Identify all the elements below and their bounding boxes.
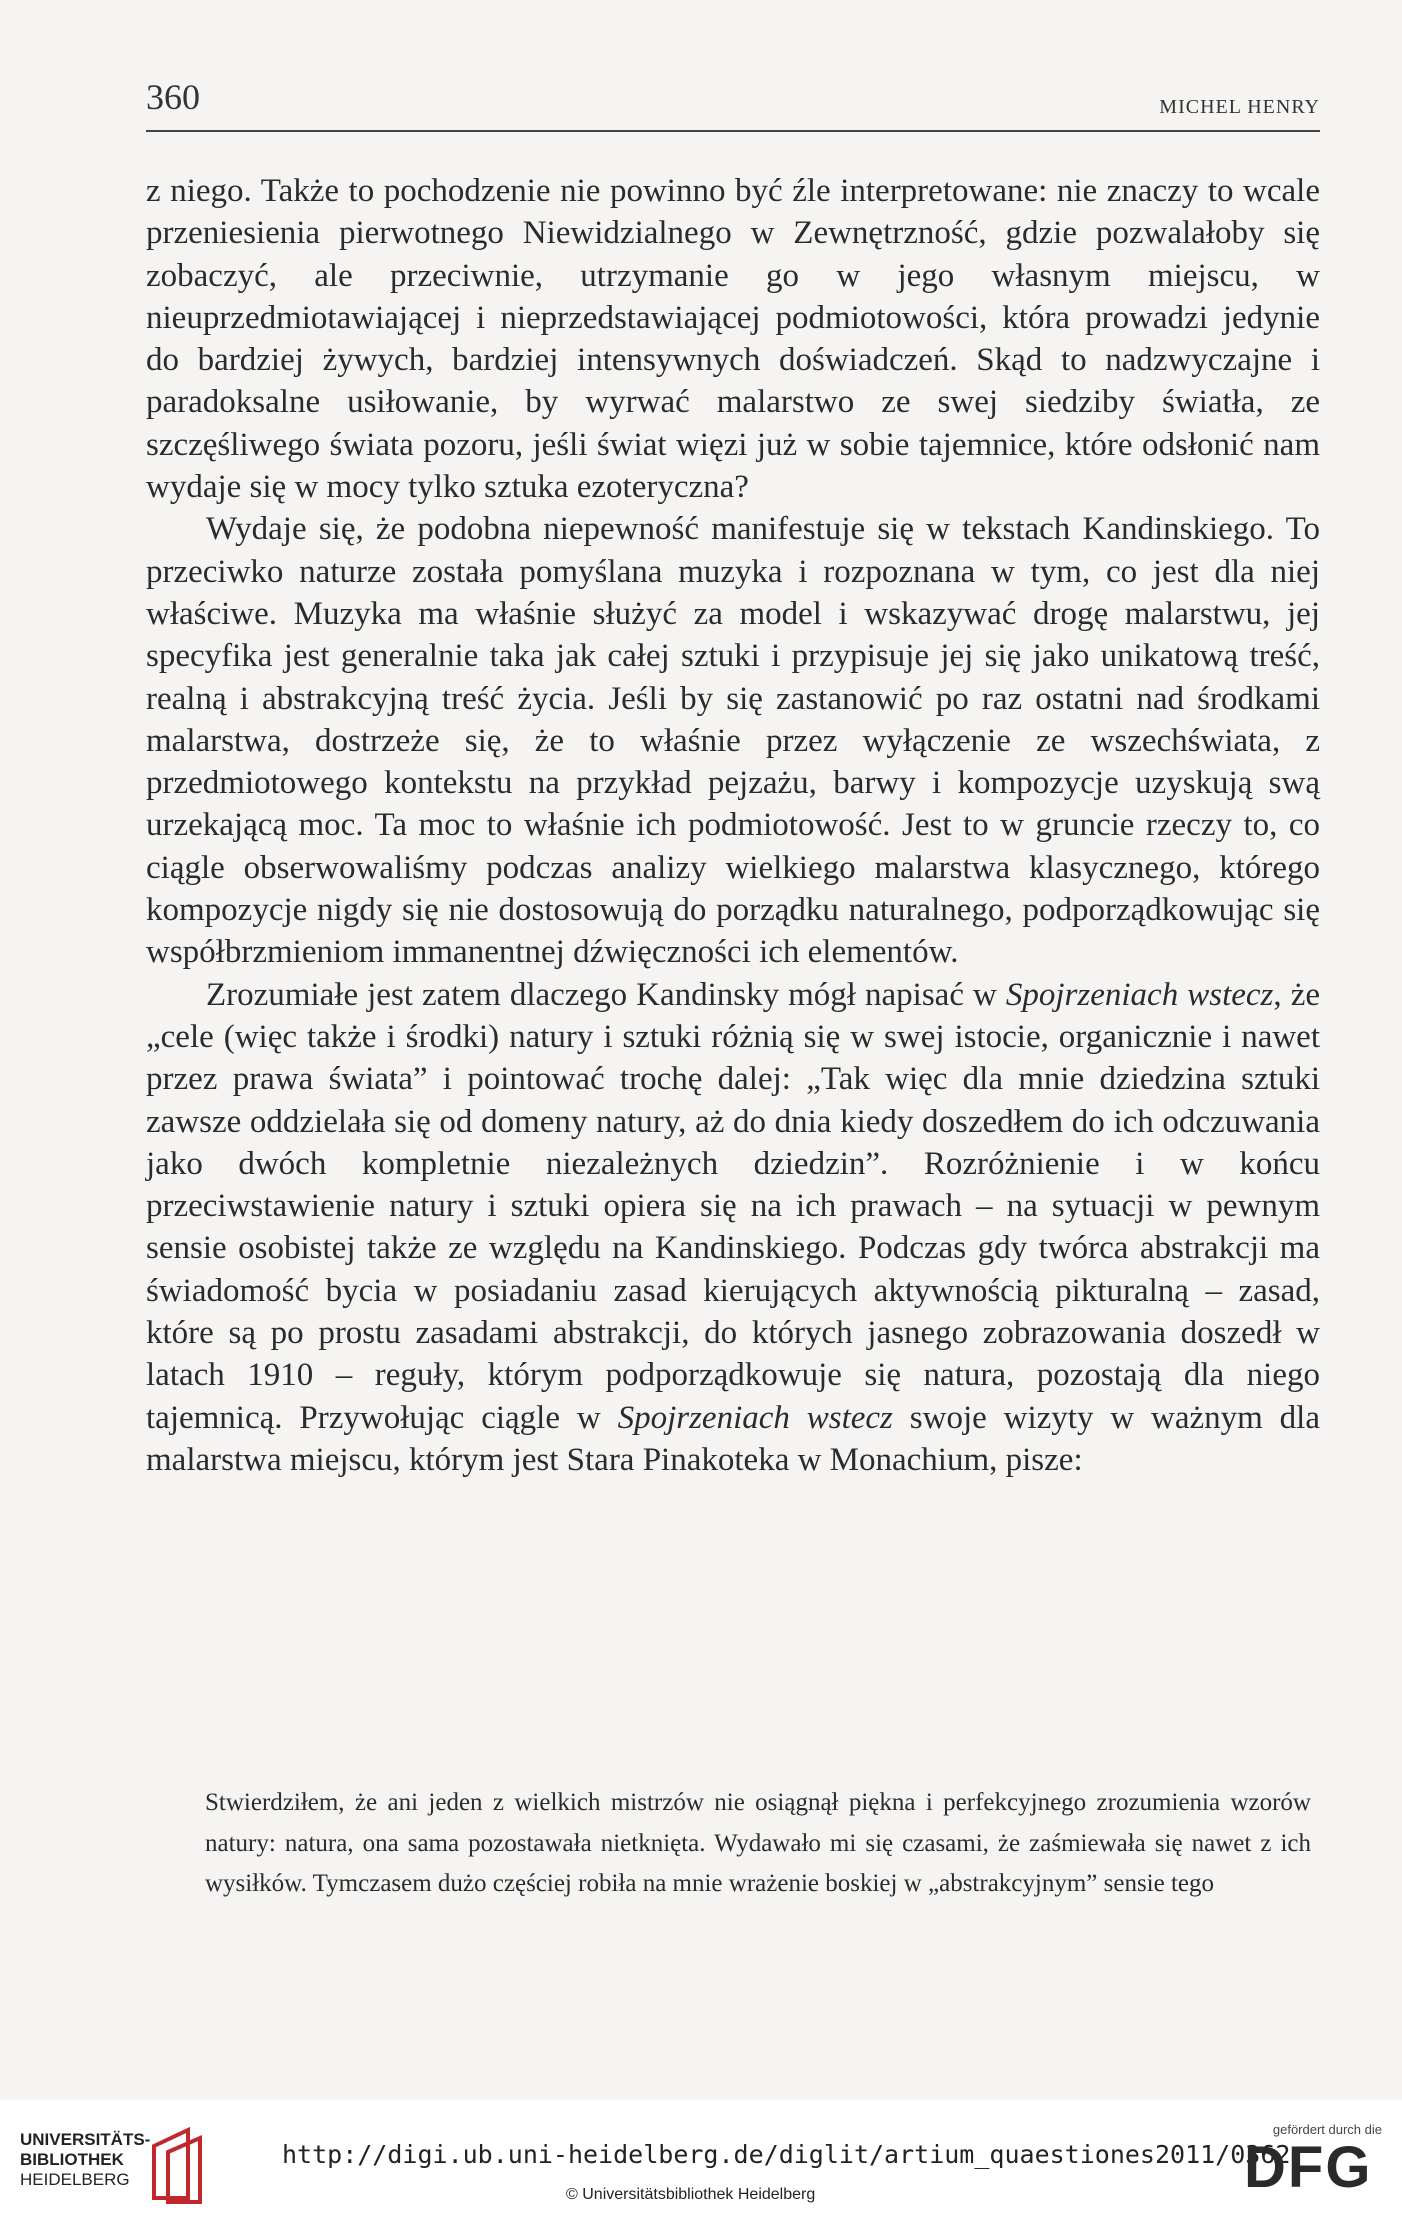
library-logo (20, 2130, 200, 2200)
book-title-italic: Spojrzeniach wstecz (617, 1399, 893, 1436)
library-name-line-2: BIBLIOTHEK (20, 2150, 124, 2169)
library-name (20, 2130, 150, 2190)
paragraph-3-part-3: swoje wizyty w ważnym dla malarstwa miejscu, którym jest Stara Pinakoteka w Monachium, pisze: (146, 1399, 1320, 1478)
paragraph-1: z niego. Także to pochodzenie nie powinno być źle interpretowane: nie znaczy to wcale przeniesienia pierwotnego Niewidzialnego w Zewnętrzność, gdzie pozwalałoby się zobaczyć, ale przeciwnie, utrzymanie go w jego własnym miejscu, w nieuprzedmiotawiającej i nieprzedstawiającej podmiotowości, która prowadzi jedynie do bardziej żywych, bardziej intensywnych doświadczeń. Skąd to nadzwyczajne i paradoksalne usiłowanie, by wyrwać malarstwo ze swej siedziby światła, ze szczęśliwego świata pozoru, jeśli świat więzi już w sobie tajemnice, które odsłonić nam wydaje się w mocy tylko sztuka ezoteryczna? (146, 173, 1320, 506)
running-head: MICHEL HENRY (1159, 96, 1320, 118)
dfg-logo: DFG (1244, 2135, 1373, 2200)
dfg-funding-badge (1236, 2122, 1386, 2207)
paragraph-3-part-1: Zrozumiałe jest zatem dlaczego Kandinsky mógł napisać w (206, 976, 1006, 1013)
paragraph-3 (146, 974, 1320, 1482)
paragraph-3-part-2: , że „cele (więc także i środki) natury i sztuki różnią się w swej istocie, organicznie i nawet przez prawa świata” i pointować trochę dalej: „Tak więc dla mnie dziedzina sztuki zawsze oddzielała się od domeny natury, aż do dnia kiedy doszedłem do ich odczuwania jako dwóch kompletnie niezależnych dziedzin”. Rozróżnienie i w końcu przeciwstawienie natury i sztuki opiera się na ich prawach – na sytuacji w pewnym sensie osobistej także ze względu na Kandinskiego. Podczas gdy twórca abstrakcji ma świadomość bycia w posiadaniu zasad kierujących aktywnością pikturalną – zasad, które są po prostu zasadami abstrakcji, do których jasnego zobrazowania doszedł w latach 1910 – reguły, którym podporządkowuje się natura, pozostają dla niego tajemnicą. Przywołując ciągle w (146, 976, 1320, 1436)
block-quote-text: Stwierdziłem, że ani jeden z wielkich mistrzów nie osiągnął piękna i perfekcyjnego zrozumienia wzorów natury: natura, ona sama pozostawała nietknięta. Wydawało mi się czasami, że zaśmiewała się nawet z ich wysiłków. Tymczasem dużo częściej robiła na mnie wrażenie boskiej w „abstrakcyjnym” sensie tego (205, 1789, 1311, 1897)
body-text (146, 170, 1320, 1481)
library-name-line-1: UNIVERSITÄTS- (20, 2130, 151, 2149)
source-url-link[interactable]: http://digi.ub.uni-heidelberg.de/diglit/artium_quaestiones2011/0362 (282, 2140, 1291, 2169)
library-emblem-icon (144, 2124, 214, 2204)
block-quote (205, 1783, 1311, 1905)
page-number: 360 (146, 77, 200, 117)
page-header (146, 72, 1320, 132)
library-name-line-3: HEIDELBERG (20, 2170, 130, 2189)
book-title-italic: Spojrzeniach wstecz (1005, 976, 1274, 1013)
copyright-notice: © Universitätsbibliothek Heidelberg (566, 2186, 816, 2203)
dfg-caption: gefördert durch die (1272, 2122, 1382, 2137)
paragraph-2: Wydaje się, że podobna niepewność manifestuje się w tekstach Kandinskiego. To przeciwko naturze została pomyślana muzyka i rozpoznana w tym, co jest dla niej właściwe. Muzyka ma właśnie służyć za model i wskazywać drogę malarstwu, jej specyfika jest generalnie taka jak całej sztuki i przypisuje jej się jako unikatową treść, realną i abstrakcyjną treść życia. Jeśli by się zastanowić po raz ostatni nad środkami malarstwa, dostrzeże się, że to właśnie przez wyłączenie ze wszechświata, z przedmiotowego kontekstu na przykład pejzażu, barwy i kompozycje uzyskują swą urzekającą moc. Ta moc to właśnie ich podmiotowość. Jest to w gruncie rzeczy to, co ciągle obserwowaliśmy podczas analizy wielkiego malarstwa klasycznego, którego kompozycje nigdy się nie dostosowują do porządku naturalnego, podporządkowując się współbrzmieniom immanentnej dźwięczności ich elementów. (146, 511, 1320, 971)
